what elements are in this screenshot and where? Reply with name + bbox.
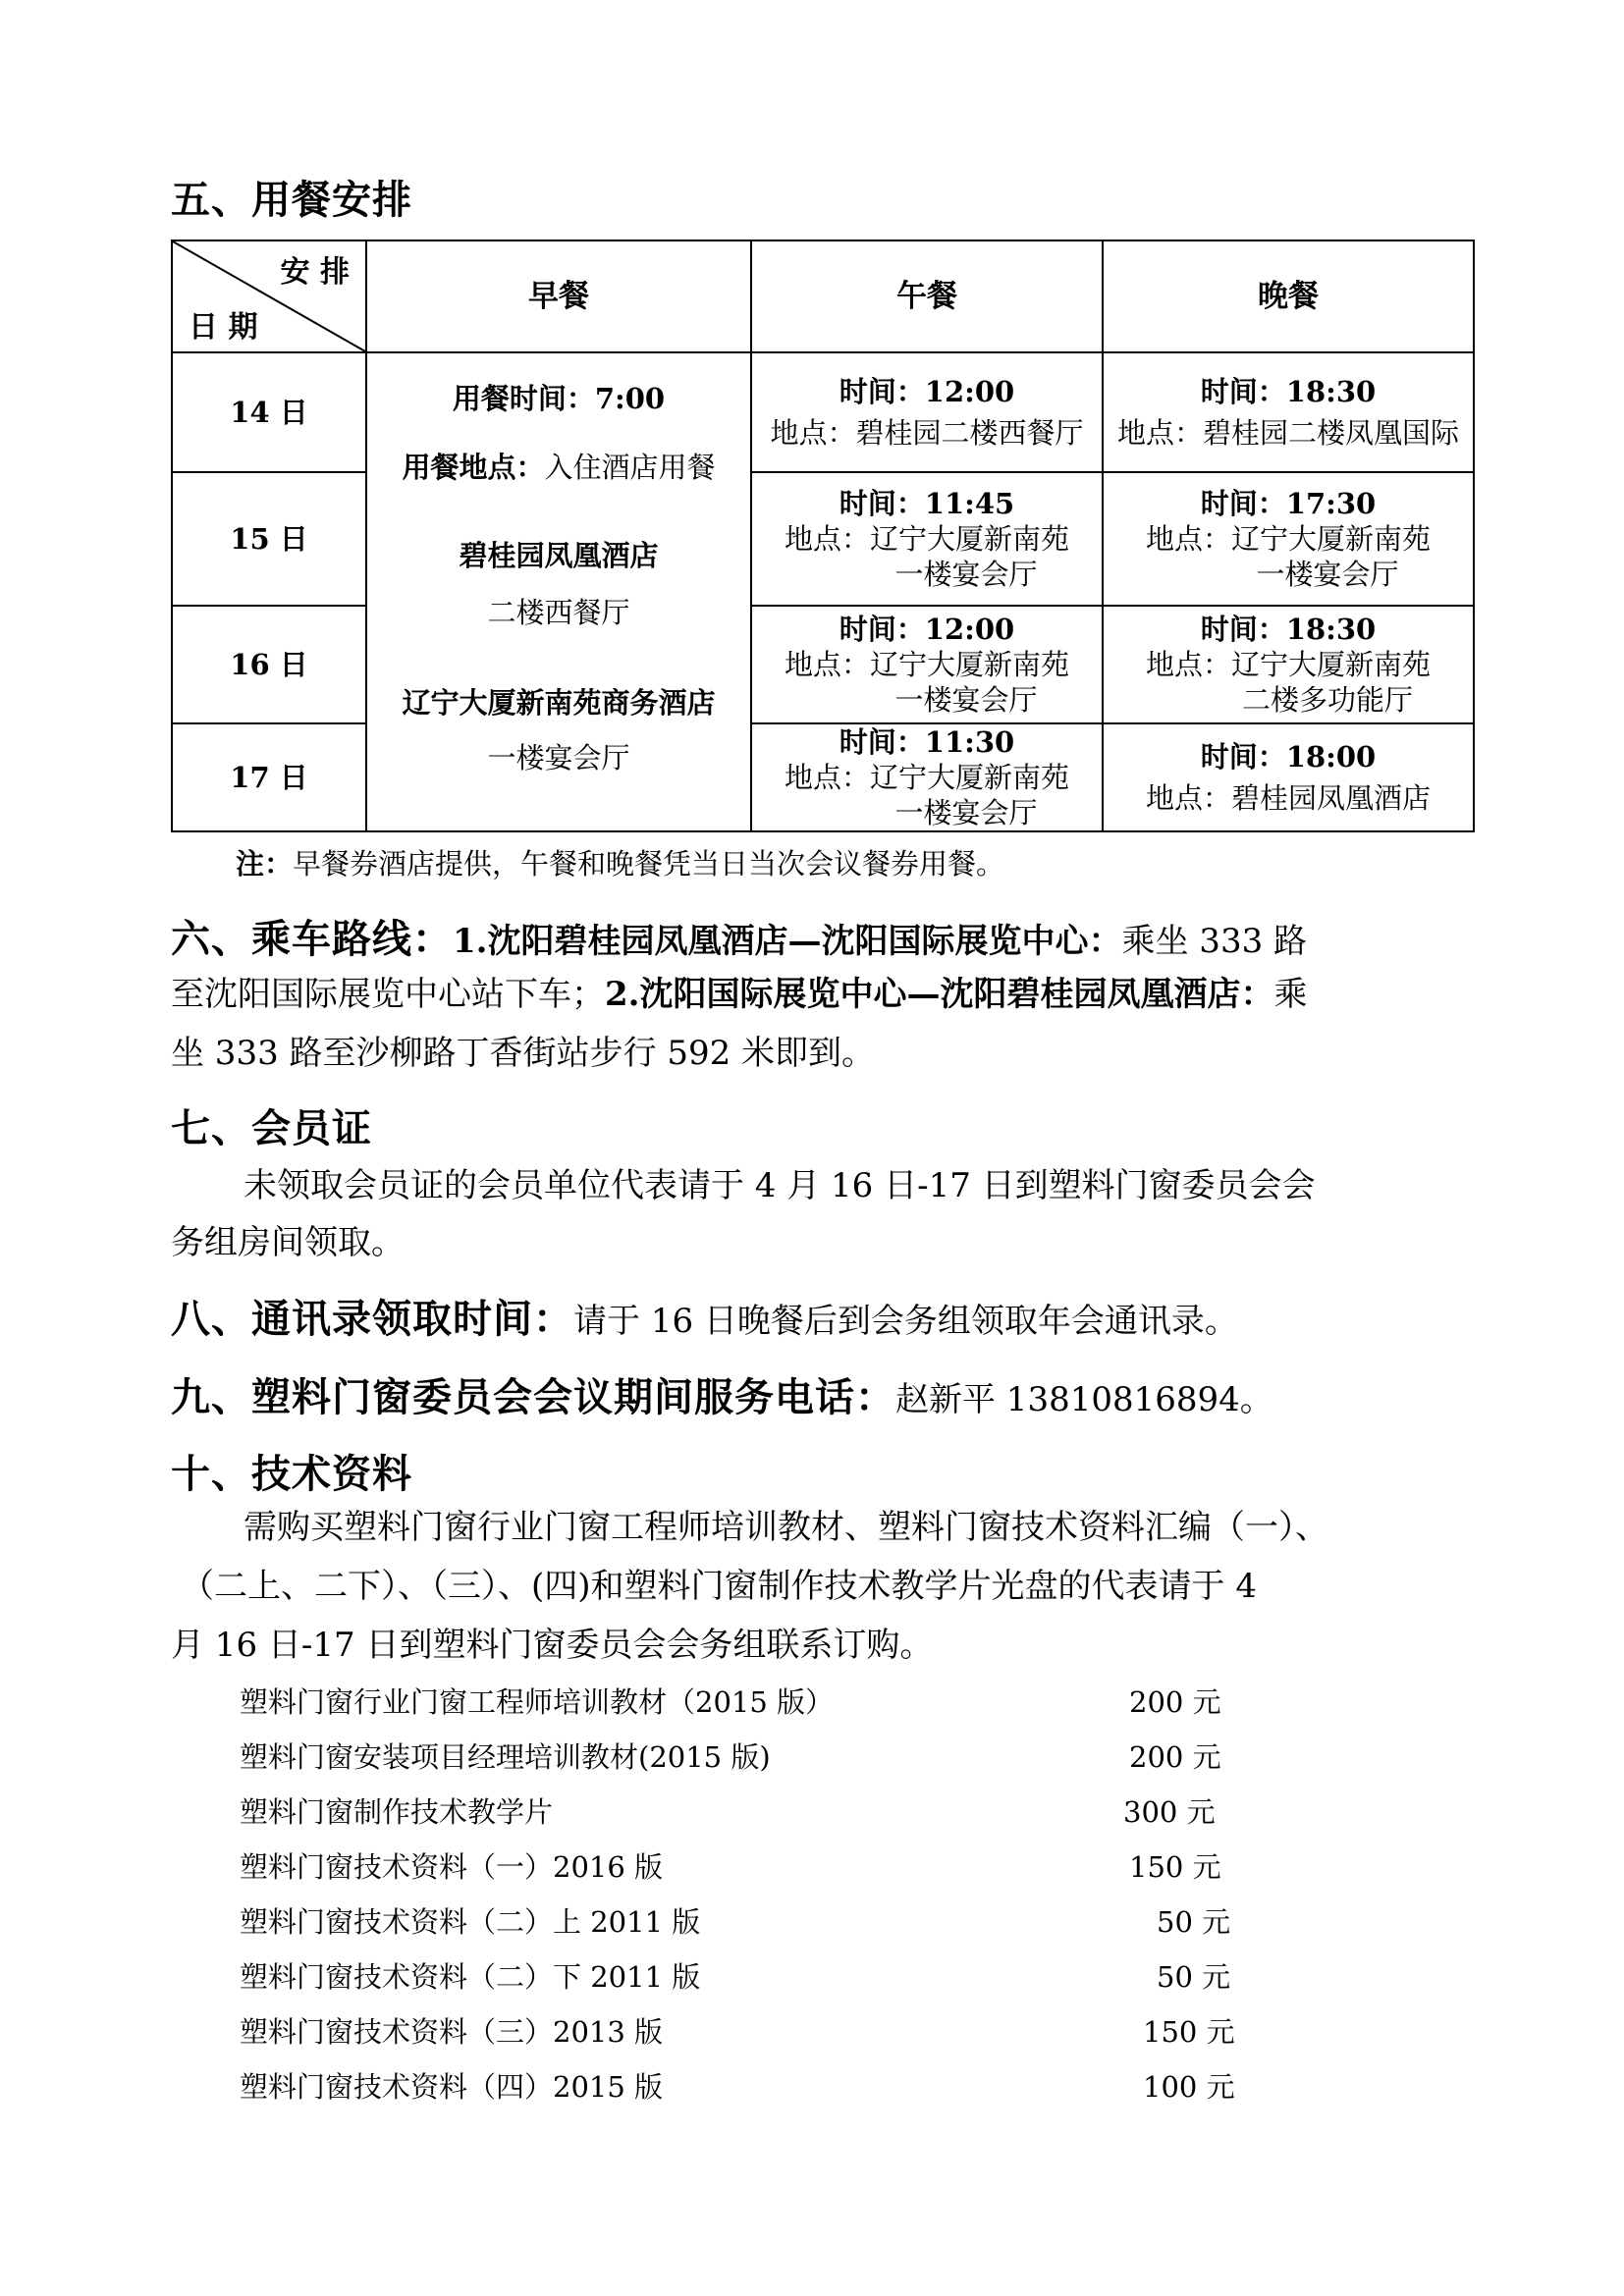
member-card-text-2: 务组房间领取。 bbox=[171, 1223, 405, 1262]
material-item-price: 150 元 bbox=[1143, 2015, 1235, 2049]
material-item-name: 塑料门窗技术资料（二）下 2011 版 bbox=[240, 1960, 701, 1994]
route-line-3: 坐 333 路至沙柳路丁香街站步行 592 米即到。 bbox=[171, 1034, 876, 1073]
dinner-cell: 时间：17:30 地点：辽宁大厦新南苑 一楼宴会厅 bbox=[1102, 471, 1475, 607]
meal-table bbox=[171, 240, 1475, 832]
material-item-price: 200 元 bbox=[1129, 1740, 1221, 1774]
hotel-room-1: 二楼西餐厅 bbox=[487, 596, 630, 629]
breakfast-info-cell bbox=[365, 351, 752, 832]
tech-text-2: （二上、二下）、（三）、(四)和塑料门窗制作技术教学片光盘的代表请于 4 bbox=[181, 1567, 1257, 1606]
directory-line: 八、通讯录领取时间：请于 16 日晚餐后到会务组领取年会通讯录。 bbox=[171, 1296, 1238, 1342]
header-lunch: 午餐 bbox=[750, 240, 1104, 353]
tech-text-1: 需购买塑料门窗行业门窗工程师培训教材、塑料门窗技术资料汇编（一）、 bbox=[244, 1508, 1328, 1547]
header-dinner: 晚餐 bbox=[1102, 240, 1475, 353]
material-item-name: 塑料门窗制作技术教学片 bbox=[240, 1795, 554, 1829]
dinner-cell: 时间：18:30 地点：辽宁大厦新南苑 二楼多功能厅 bbox=[1102, 605, 1475, 724]
material-item-price: 200 元 bbox=[1129, 1685, 1221, 1719]
section-title-meals: 五、用餐安排 bbox=[171, 177, 412, 223]
service-phone-line: 九、塑料门窗委员会会议期间服务电话：赵新平 13810816894。 bbox=[171, 1374, 1273, 1420]
header-breakfast: 早餐 bbox=[365, 240, 752, 353]
material-item-price: 150 元 bbox=[1129, 1850, 1221, 1884]
date-cell: 14 日 bbox=[171, 351, 367, 473]
member-card-text-1: 未领取会员证的会员单位代表请于 4 月 16 日-17 日到塑料门窗委员会会 bbox=[244, 1166, 1316, 1205]
route-line-2: 至沈阳国际展览中心站下车；2.沈阳国际展览中心—沈阳碧桂园凤凰酒店：乘 bbox=[171, 975, 1308, 1014]
material-item-price: 50 元 bbox=[1157, 1960, 1231, 1994]
tech-text-3: 月 16 日-17 日到塑料门窗委员会会务组联系订购。 bbox=[171, 1626, 934, 1665]
lunch-cell: 时间：12:00 地点：碧桂园二楼西餐厅 bbox=[750, 351, 1104, 473]
breakfast-place: 用餐地点：入住酒店用餐 bbox=[402, 451, 716, 484]
dinner-cell: 时间：18:00 地点：碧桂园凤凰酒店 bbox=[1102, 722, 1475, 832]
lunch-cell: 时间：11:30 地点：辽宁大厦新南苑 一楼宴会厅 bbox=[750, 722, 1104, 832]
lunch-cell: 时间：11:45 地点：辽宁大厦新南苑 一楼宴会厅 bbox=[750, 471, 1104, 607]
hotel-room-2: 一楼宴会厅 bbox=[487, 741, 630, 774]
table-corner-cell bbox=[171, 240, 367, 353]
lunch-cell: 时间：12:00 地点：辽宁大厦新南苑 一楼宴会厅 bbox=[750, 605, 1104, 724]
table-note: 注：早餐券酒店提供，午餐和晚餐凭当日当次会议餐券用餐。 bbox=[236, 847, 1005, 881]
material-item-price: 100 元 bbox=[1143, 2070, 1235, 2104]
material-item-price: 50 元 bbox=[1157, 1905, 1231, 1939]
material-item-price: 300 元 bbox=[1123, 1795, 1216, 1829]
date-cell: 17 日 bbox=[171, 722, 367, 832]
date-cell: 15 日 bbox=[171, 471, 367, 607]
material-item-name: 塑料门窗安装项目经理培训教材(2015 版) bbox=[240, 1740, 771, 1774]
hotel-name-1: 碧桂园凤凰酒店 bbox=[459, 539, 659, 572]
hotel-name-2: 辽宁大厦新南苑商务酒店 bbox=[402, 686, 716, 720]
corner-label-arrangement: 安 排 bbox=[280, 255, 350, 290]
material-item-name: 塑料门窗技术资料（二）上 2011 版 bbox=[240, 1905, 701, 1939]
material-item-name: 塑料门窗行业门窗工程师培训教材（2015 版） bbox=[240, 1685, 835, 1719]
dinner-cell: 时间：18:30 地点：碧桂园二楼凤凰国际 bbox=[1102, 351, 1475, 473]
material-item-name: 塑料门窗技术资料（四）2015 版 bbox=[240, 2070, 664, 2104]
material-item-name: 塑料门窗技术资料（三）2013 版 bbox=[240, 2015, 664, 2049]
corner-label-date: 日 期 bbox=[189, 310, 258, 345]
route-line-1: 六、乘车路线：1.沈阳碧桂园凤凰酒店—沈阳国际展览中心：乘坐 333 路 bbox=[171, 916, 1308, 962]
material-item-name: 塑料门窗技术资料（一）2016 版 bbox=[240, 1850, 664, 1884]
date-cell: 16 日 bbox=[171, 605, 367, 724]
breakfast-time: 用餐时间：7:00 bbox=[452, 382, 666, 415]
section-title-tech-materials: 十、技术资料 bbox=[171, 1451, 412, 1497]
section-title-member-card: 七、会员证 bbox=[171, 1105, 372, 1151]
